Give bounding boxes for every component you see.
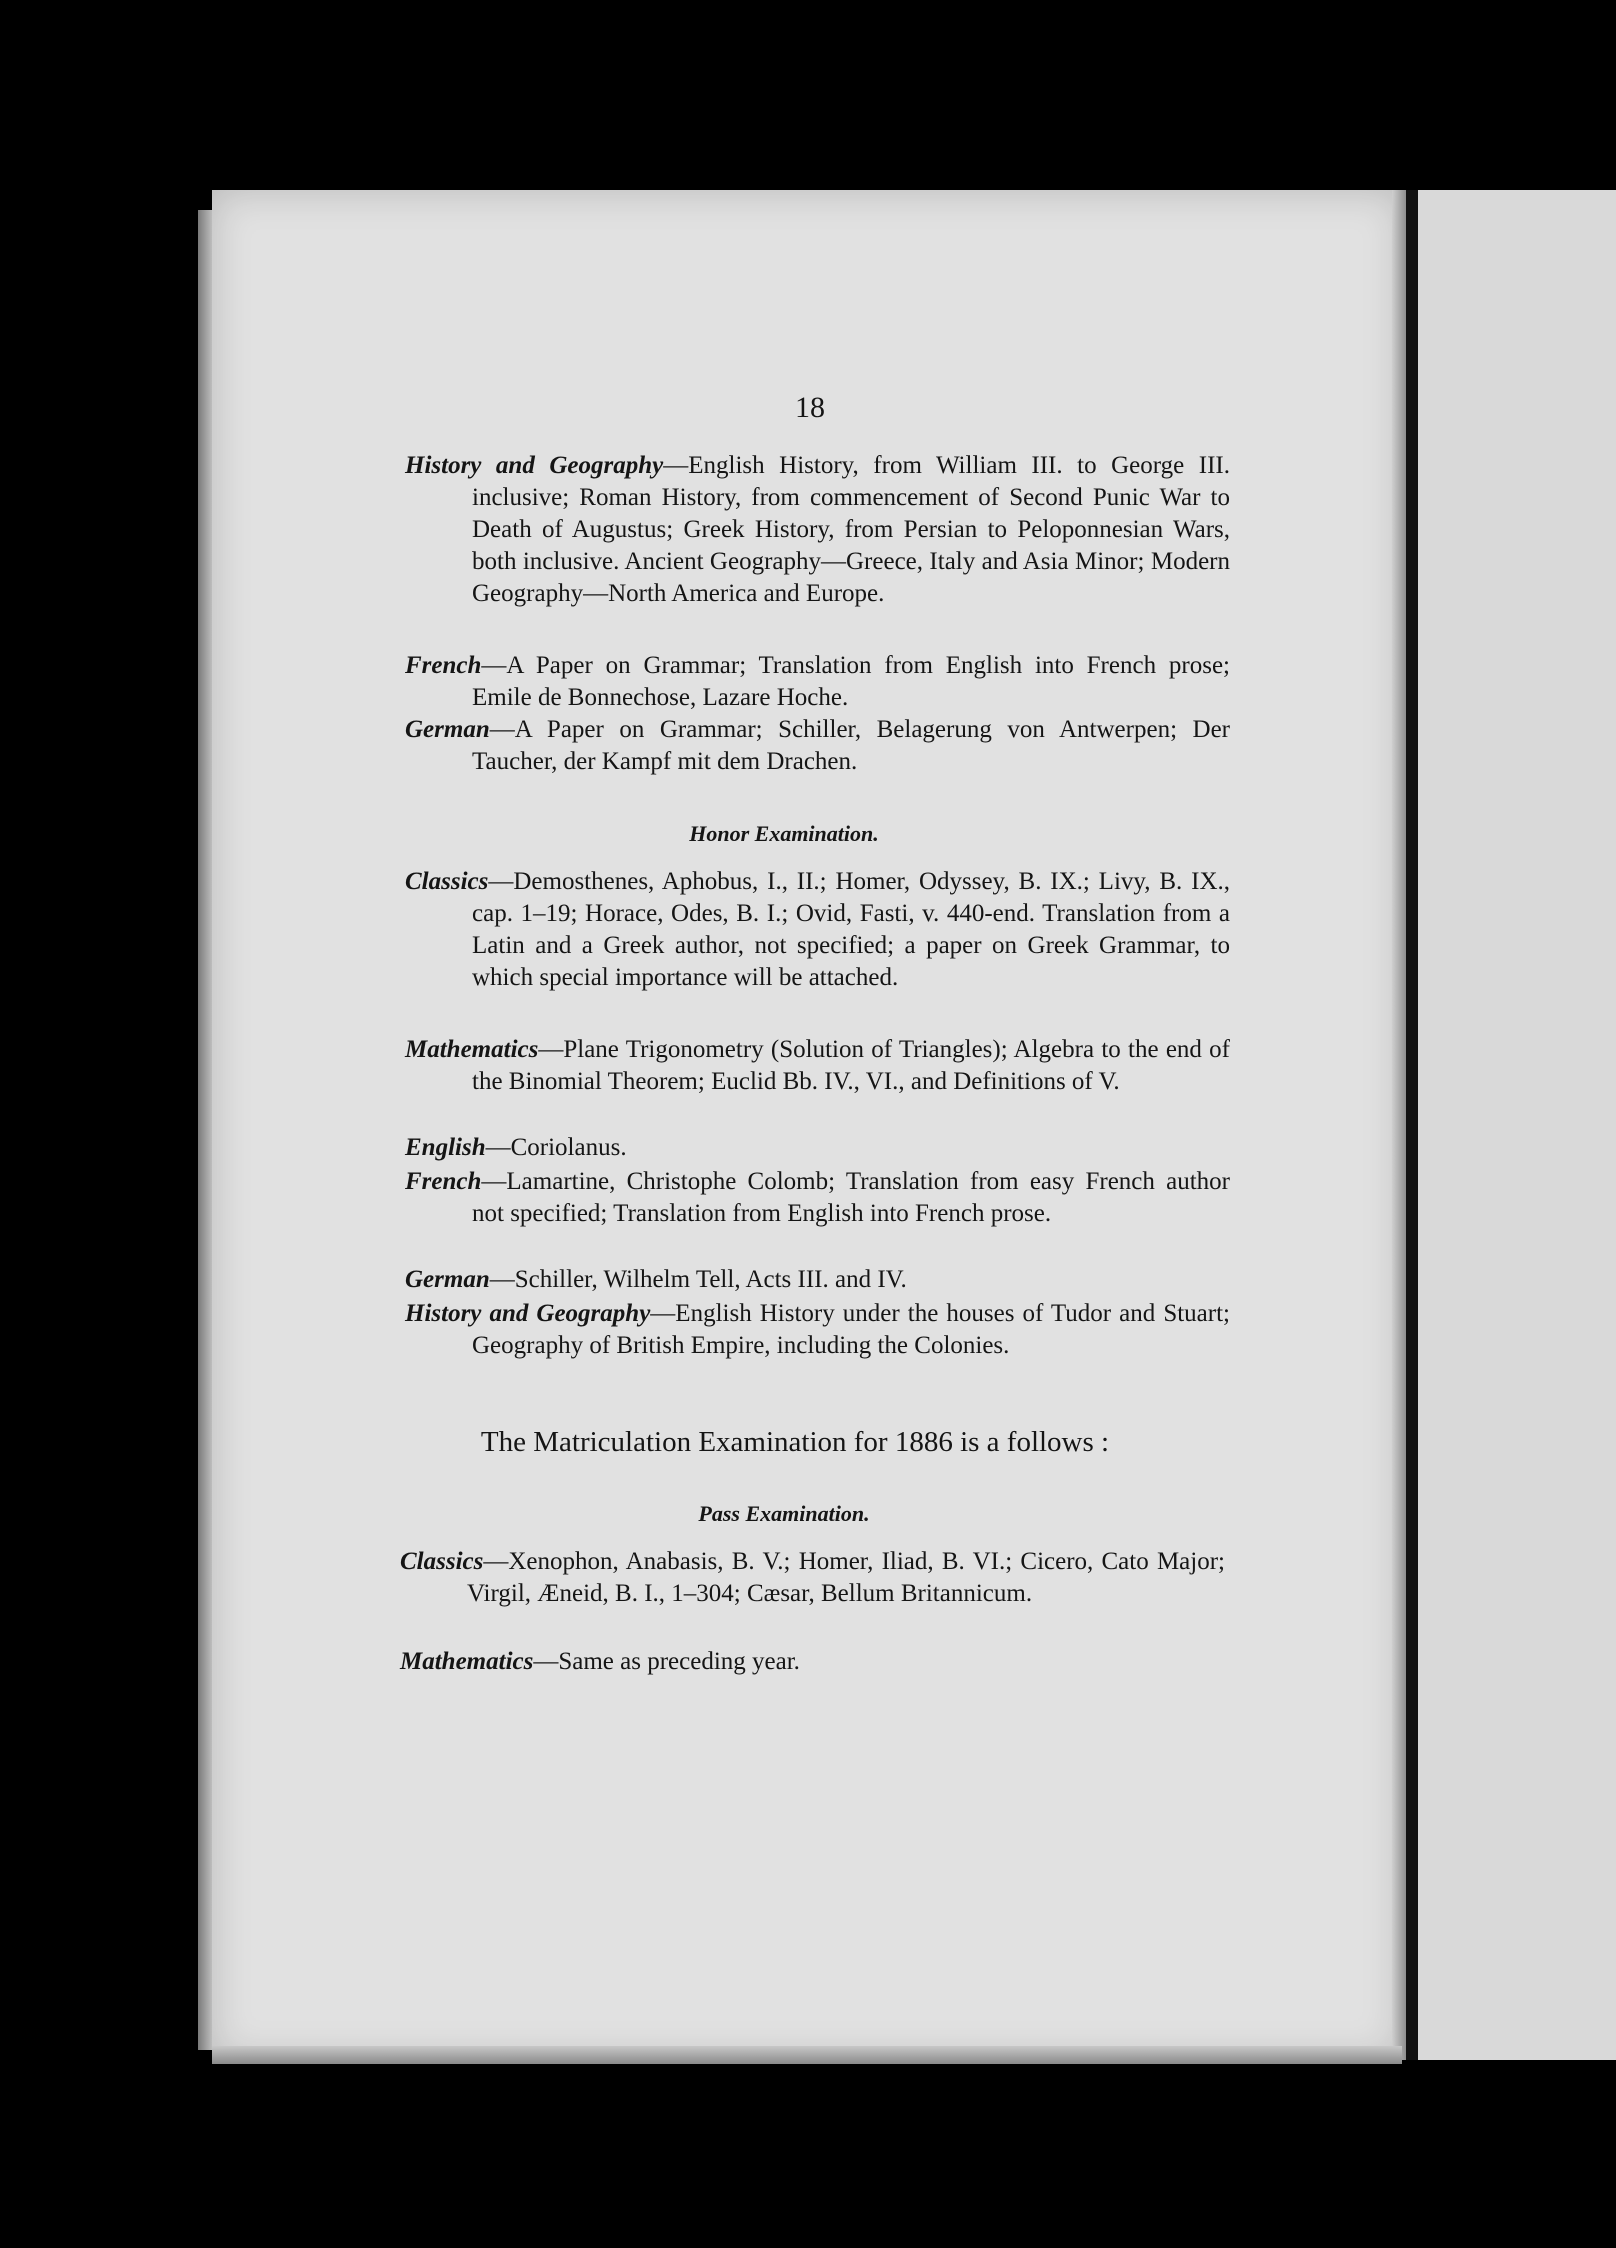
pass-heading: Pass Examination. (698, 1501, 870, 1526)
entry-label: Classics (400, 1548, 484, 1575)
entry-text: Schiller, Wilhelm Tell, Acts III. and IV. (514, 1266, 907, 1293)
separator: — (488, 868, 514, 895)
facing-page (1418, 190, 1616, 2060)
entry-history-geography (405, 450, 1230, 610)
separator: — (485, 1134, 511, 1161)
entry-label: German (405, 716, 490, 743)
page-number: 18 (795, 391, 825, 424)
entry-label: Mathematics (400, 1648, 534, 1675)
separator: — (489, 716, 515, 743)
matriculation-heading: The Matriculation Examination for 1886 is a follows : (480, 1426, 1110, 1458)
separator: — (481, 652, 507, 679)
entry-label: Classics (405, 868, 489, 895)
entry-label: French (405, 652, 482, 679)
entry-text: Demosthenes, Aphobus, I., II.; Homer, Odyssey, B. IX.; Livy, B. IX., cap. 1–19; Horace, Odes, B. I.; Ovid, Fasti, v. 440-end. Translation from a Latin and a Greek author, not specified; a paper on Greek Grammar, to which special importance will be attached. (472, 868, 1230, 991)
entry-classics (405, 866, 1230, 994)
separator: — (489, 1266, 515, 1293)
entry-german (405, 714, 1230, 778)
entry-label: Mathematics (405, 1036, 539, 1063)
entry-label: History and Geography (405, 1300, 651, 1327)
entry-text: A Paper on Grammar; Schiller, Belagerung von Antwerpen; Der Taucher, der Kampf mit dem Drachen. (472, 716, 1230, 775)
separator: — (650, 1300, 676, 1327)
entry-history-geography (405, 1298, 1230, 1362)
separator: — (538, 1036, 564, 1063)
entry-text: A Paper on Grammar; Translation from English into French prose; Emile de Bonnechose, Lazare Hoche. (472, 652, 1230, 711)
entry-french (405, 1166, 1230, 1230)
entry-french (405, 650, 1230, 714)
separator: — (483, 1548, 509, 1575)
book-gutter (1406, 190, 1418, 2060)
entry-english (405, 1132, 1230, 1164)
honor-heading: Honor Examination. (689, 821, 879, 846)
entry-mathematics (400, 1646, 1225, 1678)
entry-label: German (405, 1266, 490, 1293)
entry-german (405, 1264, 1230, 1296)
entry-label: English (405, 1134, 486, 1161)
separator: — (533, 1648, 559, 1675)
entry-label: French (405, 1168, 482, 1195)
entry-classics (400, 1546, 1225, 1610)
entry-text: Same as preceding year. (558, 1648, 800, 1675)
separator: — (481, 1168, 507, 1195)
entry-text: Plane Trigonometry (Solution of Triangles); Algebra to the end of the Binomial Theorem; Euclid Bb. IV., VI., and Definitions of V. (472, 1036, 1230, 1095)
page-edge-left (198, 210, 212, 2050)
entry-text: English History, from William III. to George III. inclusive; Roman History, from commencement of Second Punic War to Death of Augustus; Greek History, from Persian to Peloponnesian Wars, both inclusive. Ancient Geography—Greece, Italy and Asia Minor; Modern Geography—North America and Europe. (472, 452, 1230, 607)
entry-text: Coriolanus. (510, 1134, 627, 1161)
entry-label: History and Geography (405, 452, 664, 479)
page-edge-bottom (212, 2046, 1402, 2064)
page-edge-right (1392, 190, 1406, 2060)
entry-text: Lamartine, Christophe Colomb; Translation from easy French author not specified; Translation from English into French prose. (472, 1168, 1230, 1227)
separator: — (663, 452, 689, 479)
entry-text: Xenophon, Anabasis, B. V.; Homer, Iliad, B. VI.; Cicero, Cato Major; Virgil, Æneid, B. I., 1–304; Cæsar, Bellum Britannicum. (467, 1548, 1225, 1607)
entry-text: English History under the houses of Tudor and Stuart; Geography of British Empire, including the Colonies. (472, 1300, 1230, 1359)
entry-mathematics (405, 1034, 1230, 1098)
